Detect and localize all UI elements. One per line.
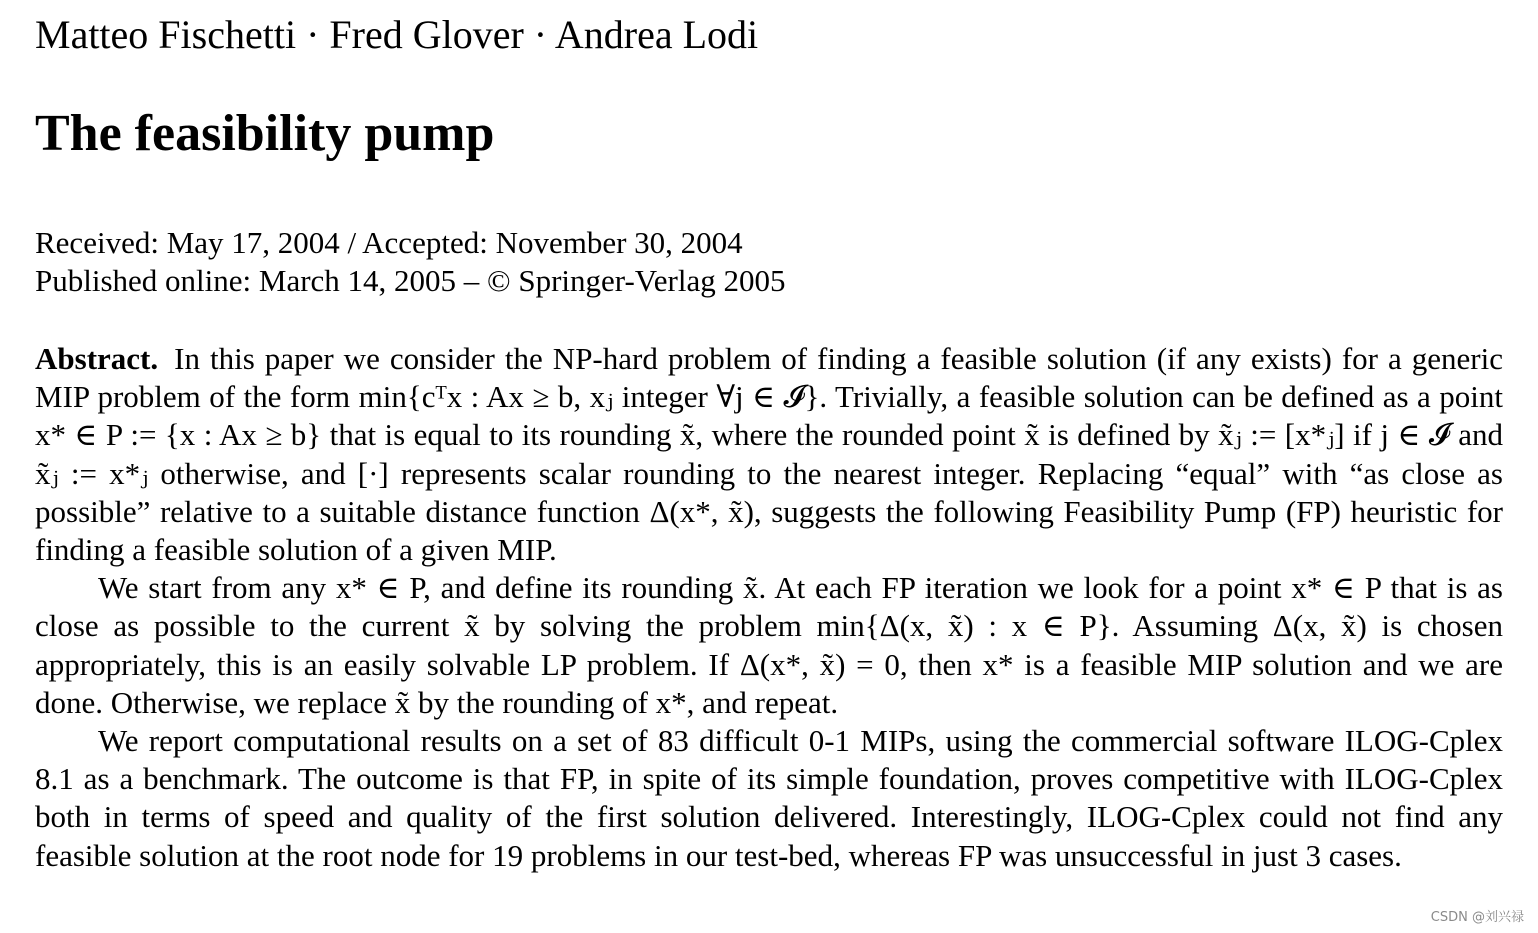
csdn-watermark: CSDN @刘兴禄	[1430, 910, 1524, 925]
abstract-paragraph-2: We start from any x* ∈ P, and define its rounding x̃. At each FP iteration we look for a point x* ∈ P that is as close as possible to the current x̃ by solving the problem min{Δ(x, x̃) : x ∈ P}. Assuming Δ(x, x̃) is chosen appropriately, this is an easily solvable LP problem. If Δ(x*, x̃) = 0, then x* is a feasible MIP solution and we are done. Otherwise, we replace x̃ by the rounding of x*, and repeat.	[35, 570, 1503, 720]
abstract-paragraph-1	[35, 340, 1503, 569]
published-online-date: Published online: March 14, 2005 – © Springer-Verlag 2005	[35, 263, 786, 298]
received-accepted-date: Received: May 17, 2004 / Accepted: November 30, 2004	[35, 225, 743, 260]
abstract-label: Abstract.	[35, 341, 159, 376]
author-list: Matteo Fischetti · Fred Glover · Andrea Lodi	[35, 12, 759, 57]
paper-title: The feasibility pump	[35, 105, 495, 162]
abstract-paragraph-1-text: In this paper we consider the NP-hard problem of finding a feasible solution (if any exists) for a generic MIP problem of the form min{cᵀx : Ax ≥ b, xⱼ integer ∀j ∈ 𝓘}. Trivially, a feasible solution can be defined as a point x* ∈ P := {x : Ax ≥ b} that is equal to its rounding x̃, where the rounded point x̃ is defined by x̃ⱼ := [x*ⱼ] if j ∈ 𝓘 and x̃ⱼ := x*ⱼ otherwise, and [·] represents scalar rounding to the nearest integer. Replacing “equal” with “as close as possible” relative to a suitable distance function Δ(x*, x̃), suggests the following Feasibility Pump (FP) heuristic for finding a feasible solution of a given MIP.	[35, 341, 1503, 568]
abstract	[35, 340, 1503, 875]
abstract-paragraph-3: We report computational results on a set of 83 difficult 0-1 MIPs, using the commercial software ILOG-Cplex 8.1 as a benchmark. The outcome is that FP, in spite of its simple foundation, proves competitive with ILOG-Cplex both in terms of speed and quality of the first solution delivered. Interestingly, ILOG-Cplex could not find any feasible solution at the root node for 19 problems in our test-bed, whereas FP was unsuccessful in just 3 cases.	[35, 723, 1503, 873]
publication-dates	[35, 224, 785, 300]
